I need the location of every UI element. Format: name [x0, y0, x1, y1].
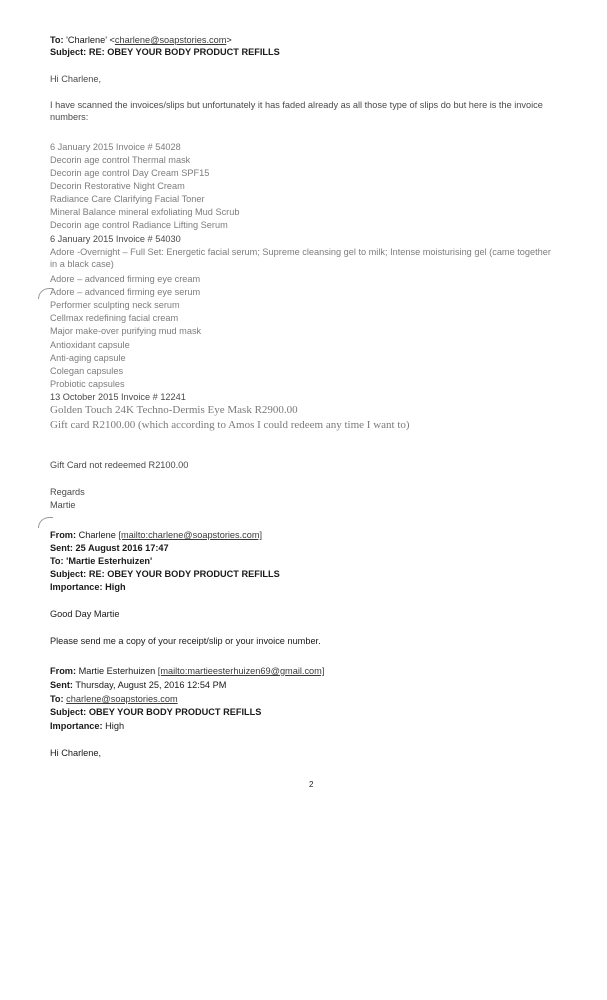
to-label: To:: [50, 694, 64, 704]
email3-to-line: [50, 693, 178, 705]
from-mailto-link[interactable]: [mailto:charlene@soapstories.com]: [118, 530, 263, 540]
regards: Regards: [50, 487, 85, 497]
invoice1-header: 6 January 2015 Invoice # 54028: [50, 142, 181, 152]
email1-to-line: [50, 34, 232, 46]
invoice2-header: 6 January 2015 Invoice # 54030: [50, 234, 181, 244]
email2-to-line: [50, 555, 152, 567]
from-mailto-link[interactable]: [mailto:martieesterhuizen69@gmail.com]: [157, 666, 325, 676]
to-label: To:: [50, 35, 64, 45]
subject-text: OBEY YOUR BODY PRODUCT REFILLS: [88, 707, 262, 717]
scan-mark: [38, 288, 53, 299]
gift-card-note: Gift Card not redeemed R2100.00: [50, 460, 189, 470]
email2-from-line: [50, 529, 262, 541]
from-name: Martie Esterhuizen: [78, 666, 156, 676]
subject-text: RE: OBEY YOUR BODY PRODUCT REFILLS: [88, 47, 280, 57]
list-item: Antioxidant capsule: [50, 340, 130, 350]
email3-subject-line: [50, 706, 261, 718]
list-item: Decorin age control Day Cream SPF15: [50, 168, 210, 178]
to-email-link[interactable]: charlene@soapstories.com: [66, 694, 178, 704]
list-item: Performer sculpting neck serum: [50, 300, 180, 310]
email2-greeting: Good Day Martie: [50, 609, 120, 619]
to-close: >: [226, 35, 232, 45]
list-item: Major make-over purifying mud mask: [50, 326, 202, 336]
sent-date: Thursday, August 25, 2016 12:54 PM: [75, 680, 227, 690]
list-item: Adore -Overnight – Full Set: Energetic facial serum; Supreme cleansing gel to milk; Intense moisturising gel (came together in a black case): [50, 247, 551, 269]
list-item: Cellmax redefining facial cream: [50, 313, 179, 323]
list-item: Mineral Balance mineral exfoliating Mud Scrub: [50, 207, 240, 217]
signature: Martie: [50, 500, 76, 510]
from-name: Charlene: [78, 530, 116, 540]
from-label: From:: [50, 530, 77, 540]
importance-value: High: [105, 582, 126, 592]
list-item: Adore – advanced firming eye serum: [50, 287, 201, 297]
list-item: Decorin Restorative Night Cream: [50, 181, 185, 191]
email2-subject-line: [50, 568, 280, 580]
sent-date: 25 August 2016 17:47: [75, 543, 169, 553]
subject-text: RE: OBEY YOUR BODY PRODUCT REFILLS: [88, 569, 280, 579]
importance-value: High: [105, 721, 125, 731]
email3-greeting: Hi Charlene,: [50, 748, 102, 758]
list-item: Decorin age control Radiance Lifting Serum: [50, 220, 228, 230]
subject-label: Subject:: [50, 47, 87, 57]
to-name: 'Charlene' <: [66, 35, 115, 45]
list-item: Probiotic capsules: [50, 379, 125, 389]
list-item: Gift card R2100.00 (which according to Amos I could redeem any time I want to): [50, 419, 410, 431]
email3-importance-line: [50, 720, 124, 732]
email1-subject-line: [50, 46, 280, 58]
to-name: 'Martie Esterhuizen': [66, 556, 153, 566]
sent-label: Sent:: [50, 680, 73, 690]
to-email-link[interactable]: charlene@soapstories.com: [114, 35, 227, 45]
importance-label: Importance:: [50, 582, 103, 592]
email3-from-line: [50, 665, 324, 677]
invoice3-header: 13 October 2015 Invoice # 12241: [50, 392, 186, 402]
list-item: Anti-aging capsule: [50, 353, 126, 363]
list-item: Radiance Care Clarifying Facial Toner: [50, 194, 205, 204]
subject-label: Subject:: [50, 569, 87, 579]
email1-body: I have scanned the invoices/slips but unfortunately it has faded already as all those type of slips do but here is the invoice numbers:: [50, 100, 543, 122]
email3-sent-line: [50, 679, 226, 691]
email2-body: Please send me a copy of your receipt/slip or your invoice number.: [50, 636, 321, 646]
list-item: Adore – advanced firming eye cream: [50, 274, 201, 284]
scan-mark: [38, 517, 53, 528]
email2-sent-line: [50, 542, 169, 554]
list-item: Colegan capsules: [50, 366, 124, 376]
from-label: From:: [50, 666, 77, 676]
list-item: Golden Touch 24K Techno-Dermis Eye Mask R2900.00: [50, 404, 298, 416]
page-number: 2: [309, 780, 314, 789]
to-label: To:: [50, 556, 64, 566]
subject-label: Subject:: [50, 707, 87, 717]
sent-label: Sent:: [50, 543, 73, 553]
importance-label: Importance:: [50, 721, 103, 731]
list-item: Decorin age control Thermal mask: [50, 155, 191, 165]
email1-greeting: Hi Charlene,: [50, 74, 102, 84]
email2-importance-line: [50, 581, 126, 593]
